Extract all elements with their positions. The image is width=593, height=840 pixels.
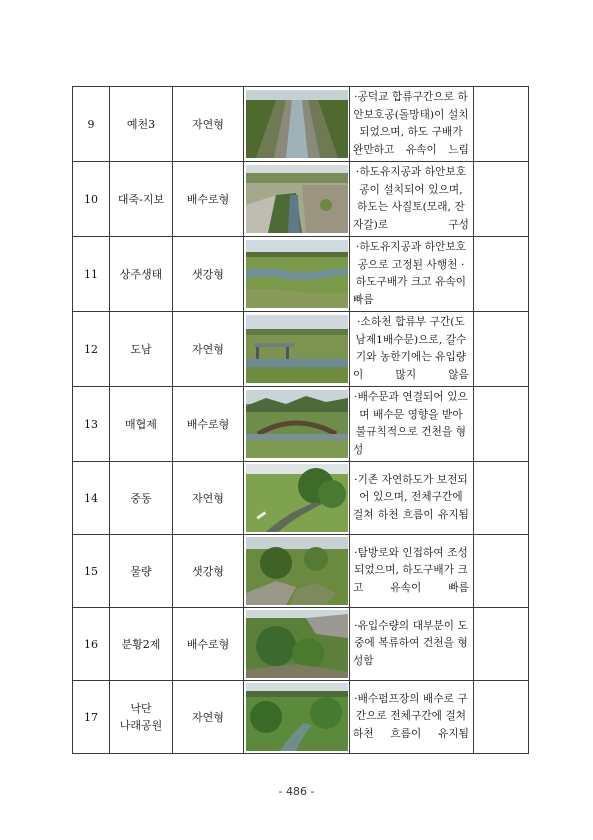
site-description-text: ·소하천 합류부 구간(도남제1배수문)으로, 갈수기와 농한기에는 유입량이 많지 않음: [353, 316, 469, 381]
empty-cell: [474, 162, 529, 237]
site-photo-cell: [244, 312, 350, 387]
empty-cell: [474, 608, 529, 681]
page-number: - 486 -: [278, 785, 315, 798]
site-description: [350, 462, 474, 535]
site-photo: [246, 610, 348, 678]
site-photo: [246, 390, 348, 458]
site-name-text: 예천3: [126, 117, 156, 131]
site-name-text: 물량: [130, 564, 152, 578]
stream-type: 샛강형: [173, 535, 244, 608]
site-description-text: ·하도유지공과 하안보호공이 설치되어 있으며, 하도는 사질토(모래, 잔자갈)로 구성: [353, 166, 469, 231]
site-photo-cell: [244, 608, 350, 681]
site-photo-cell: [244, 462, 350, 535]
empty-cell: [474, 681, 529, 754]
site-photo: [246, 165, 348, 233]
stream-type: 자연형: [173, 462, 244, 535]
site-name: [110, 535, 173, 608]
site-photo-cell: [244, 237, 350, 312]
row-number: 14: [73, 462, 110, 535]
table-row: [73, 87, 529, 162]
site-name: [110, 162, 173, 237]
stream-type: 자연형: [173, 87, 244, 162]
site-description: [350, 162, 474, 237]
empty-cell: [474, 237, 529, 312]
site-description-text: ·배수문과 연결되어 있으며 배수문 영향을 받아 불규칙적으로 건천을 형성: [353, 391, 468, 456]
table-body: [73, 87, 529, 754]
site-name-text: 상주생태: [119, 267, 163, 281]
site-name-text: 낙단 나래공원: [119, 702, 163, 732]
site-description-text: ·하도유지공과 하안보호공으로 고정된 사행천 ·하도구배가 크고 유속이 빠름: [353, 241, 467, 306]
site-name-text: 매협제: [125, 417, 157, 431]
site-photo-cell: [244, 162, 350, 237]
empty-cell: [474, 87, 529, 162]
table-row: [73, 387, 529, 462]
row-number: 9: [73, 87, 110, 162]
site-name-text: 대죽-지보: [117, 192, 165, 206]
table-row: [73, 608, 529, 681]
empty-cell: [474, 312, 529, 387]
row-number: 13: [73, 387, 110, 462]
site-photo: [246, 315, 348, 383]
row-number: 10: [73, 162, 110, 237]
site-photo-cell: [244, 535, 350, 608]
site-name-text: 중동: [130, 491, 152, 505]
site-description-text: ·기존 자연하도가 보전되어 있으며, 전체구간에 걸쳐 하천 흐름이 유지됨: [353, 473, 469, 521]
site-photo: [246, 683, 348, 751]
site-name: [110, 87, 173, 162]
site-name: [110, 681, 173, 754]
site-photo-cell: [244, 87, 350, 162]
site-name: [110, 462, 173, 535]
empty-cell: [474, 387, 529, 462]
site-name-text: 분황2제: [121, 637, 161, 651]
site-photo-cell: [244, 681, 350, 754]
site-photo: [246, 464, 348, 532]
stream-survey-table: [72, 86, 529, 754]
site-photo: [246, 240, 348, 308]
table-row: [73, 312, 529, 387]
row-number: 17: [73, 681, 110, 754]
site-description: [350, 312, 474, 387]
site-description: [350, 87, 474, 162]
site-description: [350, 608, 474, 681]
site-description: [350, 387, 474, 462]
stream-type: 자연형: [173, 312, 244, 387]
site-name: [110, 237, 173, 312]
site-photo: [246, 90, 348, 158]
site-photo: [246, 537, 348, 605]
site-description: [350, 681, 474, 754]
stream-type: 배수로형: [173, 387, 244, 462]
stream-type: 자연형: [173, 681, 244, 754]
site-description-text: ·유입수량의 대부분이 도중에 복류하여 건천을 형성함: [353, 619, 468, 667]
empty-cell: [474, 462, 529, 535]
row-number: 12: [73, 312, 110, 387]
site-name: [110, 312, 173, 387]
site-description-text: ·탐방로와 인접하여 조성되었으며, 하도구배가 크고 유속이 빠름: [353, 546, 469, 594]
table-row: [73, 162, 529, 237]
site-description-text: ·공덕교 합류구간으로 하안보호공(돌망태)이 설치되었으며, 하도 구배가 완만하고 유속이 느림: [353, 91, 469, 156]
site-name: [110, 387, 173, 462]
site-description: [350, 237, 474, 312]
row-number: 16: [73, 608, 110, 681]
site-description: [350, 535, 474, 608]
table-row: [73, 535, 529, 608]
site-description-text: ·배수펌프장의 배수로 구간으로 전체구간에 걸쳐 하천 흐름이 유지됨: [353, 692, 469, 740]
table-row: [73, 462, 529, 535]
site-name-text: 도남: [130, 342, 152, 356]
table-row: [73, 237, 529, 312]
stream-type: 샛강형: [173, 237, 244, 312]
stream-type: 배수로형: [173, 608, 244, 681]
table-row: [73, 681, 529, 754]
empty-cell: [474, 535, 529, 608]
row-number: 11: [73, 237, 110, 312]
site-photo-cell: [244, 387, 350, 462]
row-number: 15: [73, 535, 110, 608]
site-name: [110, 608, 173, 681]
stream-type: 배수로형: [173, 162, 244, 237]
